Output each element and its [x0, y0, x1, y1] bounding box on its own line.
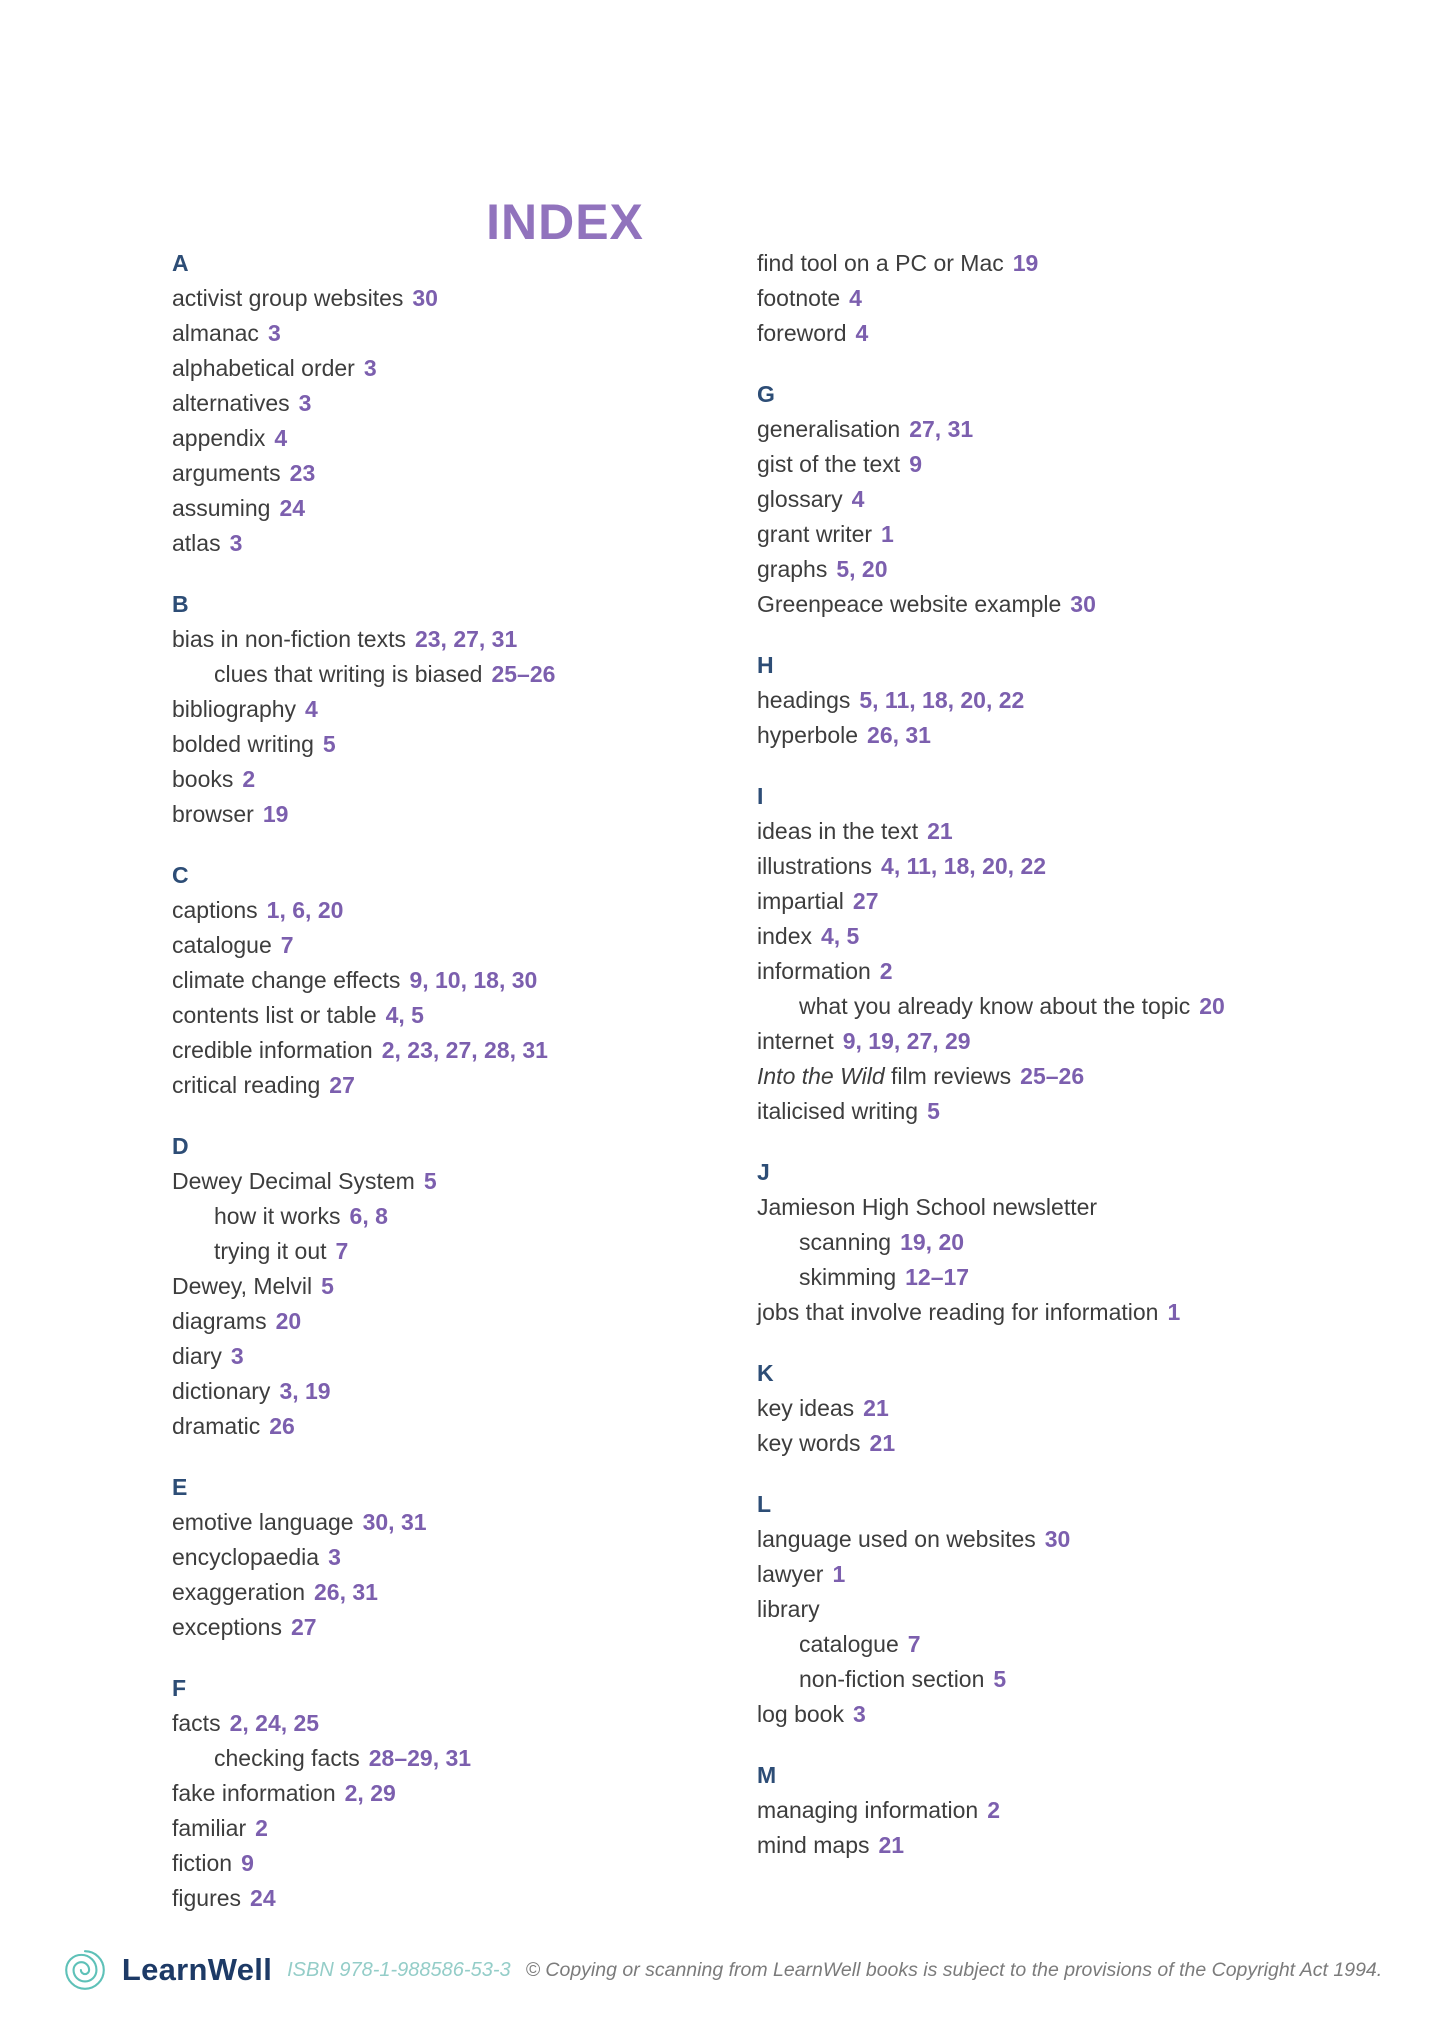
entry-term: emotive language [172, 1509, 354, 1535]
entry-page-numbers: 21 [878, 1832, 905, 1858]
entry-page-numbers: 5, 20 [836, 556, 888, 582]
entry-term: alphabetical order [172, 355, 355, 381]
entry-term: non-fiction section [799, 1666, 985, 1692]
index-entry [172, 1164, 692, 1199]
index-entry [172, 1706, 692, 1741]
entry-page-numbers: 25–26 [491, 661, 556, 687]
entry-term: internet [757, 1028, 834, 1054]
index-entry [757, 517, 1357, 552]
entry-page-numbers: 19, 20 [900, 1229, 965, 1255]
entry-page-numbers: 30 [1070, 591, 1096, 617]
index-entry [172, 1505, 692, 1540]
entry-term: exaggeration [172, 1579, 305, 1605]
index-entry [172, 1610, 692, 1645]
index-section [172, 858, 692, 1103]
index-entry [757, 1295, 1357, 1330]
index-section [172, 587, 692, 832]
section-letter: D [172, 1133, 189, 1159]
entry-term: browser [172, 801, 254, 827]
entry-term: captions [172, 897, 258, 923]
index-entry [172, 421, 692, 456]
entry-term: Jamieson High School newsletter [757, 1194, 1098, 1220]
index-section [757, 1758, 1357, 1863]
index-entry [757, 1190, 1357, 1225]
entry-page-numbers: 7 [280, 932, 294, 958]
index-entry [172, 1811, 692, 1846]
index-entry [172, 727, 692, 762]
entry-term: ideas in the text [757, 818, 919, 844]
entry-page-numbers: 23 [289, 460, 316, 486]
entry-page-numbers: 9 [241, 1850, 254, 1876]
entry-term: arguments [172, 460, 281, 486]
entry-term: dramatic [172, 1413, 261, 1439]
entry-page-numbers: 4, 11, 18, 20, 22 [881, 853, 1047, 879]
entry-page-numbers: 5 [321, 1273, 334, 1299]
section-letter: J [757, 1159, 770, 1185]
index-entry [172, 1741, 692, 1776]
index-entry [757, 718, 1357, 753]
entry-page-numbers: 24 [250, 1885, 276, 1911]
entry-term: diary [172, 1343, 222, 1369]
index-entry [172, 1033, 692, 1068]
section-letter: G [757, 381, 775, 407]
section-letter: B [172, 591, 189, 617]
entry-page-numbers: 5, 11, 18, 20, 22 [859, 687, 1025, 713]
entry-term: activist group websites [172, 285, 404, 311]
entry-page-numbers: 2 [242, 766, 256, 792]
index-entry [757, 482, 1357, 517]
entry-page-numbers: 4 [851, 486, 865, 512]
entry-term: jobs that involve reading for information [757, 1299, 1159, 1325]
index-section [757, 246, 1357, 351]
index-entry [757, 884, 1357, 919]
entry-term-rest: film reviews [884, 1063, 1012, 1089]
entry-term: lawyer [757, 1561, 824, 1587]
entry-term: fiction [172, 1850, 233, 1876]
index-entry [757, 1592, 1357, 1627]
entry-page-numbers: 27, 31 [909, 416, 974, 442]
entry-page-numbers: 30 [1044, 1526, 1071, 1552]
entry-page-numbers: 26 [269, 1413, 295, 1439]
entry-term: diagrams [172, 1308, 267, 1334]
index-section [757, 377, 1357, 622]
entry-term: key words [757, 1430, 861, 1456]
entry-term: italicised writing [757, 1098, 919, 1124]
index-entry [757, 919, 1357, 954]
index-entry [757, 447, 1357, 482]
entry-term: graphs [757, 556, 828, 582]
entry-page-numbers: 27 [852, 888, 879, 914]
index-entry [172, 491, 692, 526]
entry-page-numbers: 5 [993, 1666, 1007, 1692]
index-entry [172, 762, 692, 797]
index-entry [172, 316, 692, 351]
index-entry [172, 1269, 692, 1304]
entry-page-numbers: 9, 19, 27, 29 [842, 1028, 971, 1054]
index-entry [172, 281, 692, 316]
entry-term: grant writer [757, 521, 873, 547]
index-section [172, 1470, 692, 1645]
brand-name: LearnWell [121, 1952, 273, 1987]
isbn-text: ISBN 978-1-988586-53-3 [287, 1958, 511, 1981]
entry-page-numbers: 21 [927, 818, 953, 844]
index-entry [757, 552, 1357, 587]
index-entry [172, 1374, 692, 1409]
index-entry [172, 928, 692, 963]
entry-page-numbers: 7 [907, 1631, 921, 1657]
entry-term: headings [757, 687, 851, 713]
index-entry [757, 246, 1357, 281]
entry-page-numbers: 1 [832, 1561, 846, 1587]
entry-term: atlas [172, 530, 221, 556]
entry-term: Dewey Decimal System [172, 1168, 415, 1194]
entry-term: managing information [757, 1797, 979, 1823]
page-title: INDEX [486, 193, 644, 250]
entry-page-numbers: 3 [230, 1343, 244, 1369]
index-entry [757, 954, 1357, 989]
entry-term: exceptions [172, 1614, 282, 1640]
index-entry [172, 1068, 692, 1103]
entry-page-numbers: 2 [255, 1815, 268, 1841]
entry-term: library [757, 1596, 820, 1622]
index-entry [757, 1225, 1357, 1260]
section-letter: K [757, 1360, 774, 1386]
entry-term-italic: Into the Wild [757, 1063, 885, 1089]
entry-term: trying it out [214, 1238, 327, 1264]
entry-term: dictionary [172, 1378, 271, 1404]
entry-term: alternatives [172, 390, 290, 416]
entry-page-numbers: 26, 31 [314, 1579, 378, 1605]
entry-term: glossary [757, 486, 843, 512]
entry-page-numbers: 20 [275, 1308, 302, 1334]
entry-term: mind maps [757, 1832, 870, 1858]
entry-page-numbers: 3 [229, 530, 243, 556]
index-entry [757, 1391, 1357, 1426]
entry-term: how it works [214, 1203, 341, 1229]
copyright-text: © Copying or scanning from LearnWell books is subject to the provisions of the Copyright Act 1994. [525, 1958, 1383, 1981]
page-footer [0, 1948, 1445, 1992]
entry-page-numbers: 2 [879, 958, 893, 984]
entry-term: hyperbole [757, 722, 859, 748]
entry-term: appendix [172, 425, 266, 451]
entry-term: almanac [172, 320, 259, 346]
entry-page-numbers: 23, 27, 31 [414, 626, 518, 652]
entry-page-numbers: 21 [863, 1395, 889, 1421]
entry-term: assuming [172, 495, 271, 521]
entry-term: scanning [799, 1229, 892, 1255]
index-entry [757, 1059, 1357, 1094]
index-section [757, 1487, 1357, 1732]
entry-page-numbers: 24 [279, 495, 306, 521]
entry-term: critical reading [172, 1072, 321, 1098]
index-entry [172, 893, 692, 928]
entry-page-numbers: 1, 6, 20 [266, 897, 344, 923]
entry-page-numbers: 21 [869, 1430, 896, 1456]
entry-term: impartial [757, 888, 844, 914]
entry-page-numbers: 3 [328, 1544, 341, 1570]
entry-term: Dewey, Melvil [172, 1273, 313, 1299]
entry-term [757, 1063, 1011, 1089]
entry-term: information [757, 958, 871, 984]
index-entry [757, 1828, 1357, 1863]
index-entry [172, 622, 692, 657]
index-entry [757, 587, 1357, 622]
index-entry [757, 814, 1357, 849]
entry-page-numbers: 4 [274, 425, 288, 451]
index-entry [757, 1426, 1357, 1461]
index-entry [172, 1540, 692, 1575]
index-entry [757, 1260, 1357, 1295]
index-section [757, 1155, 1357, 1330]
entry-page-numbers: 3 [298, 390, 312, 416]
index-entry [172, 1199, 692, 1234]
entry-term: find tool on a PC or Mac [757, 250, 1004, 276]
index-column-left [172, 246, 692, 1916]
index-entry [757, 1522, 1357, 1557]
entry-term: Greenpeace website example [757, 591, 1062, 617]
section-letter: E [172, 1474, 188, 1500]
entry-page-numbers: 9, 10, 18, 30 [409, 967, 538, 993]
index-entry [172, 692, 692, 727]
index-entry [172, 998, 692, 1033]
entry-term: figures [172, 1885, 242, 1911]
entry-page-numbers: 2, 24, 25 [229, 1710, 320, 1736]
entry-term: encyclopaedia [172, 1544, 320, 1570]
section-letter: C [172, 862, 189, 888]
entry-page-numbers: 26, 31 [867, 722, 931, 748]
entry-term: contents list or table [172, 1002, 377, 1028]
index-entry [757, 1557, 1357, 1592]
index-entry [757, 412, 1357, 447]
index-entry [172, 1776, 692, 1811]
section-letter: M [757, 1762, 777, 1788]
entry-term: foreword [757, 320, 847, 346]
index-entry [757, 683, 1357, 718]
section-letter: H [757, 652, 774, 678]
entry-page-numbers: 4, 5 [385, 1002, 424, 1028]
section-letter: I [757, 783, 764, 809]
index-entry [172, 1304, 692, 1339]
entry-page-numbers: 27 [329, 1072, 355, 1098]
index-section [172, 246, 692, 561]
index-entry [757, 1662, 1357, 1697]
entry-term: checking facts [214, 1745, 360, 1771]
entry-page-numbers: 12–17 [905, 1264, 970, 1290]
entry-term: illustrations [757, 853, 873, 879]
entry-page-numbers: 4 [855, 320, 869, 346]
entry-page-numbers: 5 [423, 1168, 437, 1194]
index-section [757, 648, 1357, 753]
section-letter: F [172, 1675, 187, 1701]
index-entry [172, 963, 692, 998]
entry-term: generalisation [757, 416, 901, 442]
entry-term: key ideas [757, 1395, 855, 1421]
index-entry [172, 386, 692, 421]
entry-term: gist of the text [757, 451, 901, 477]
index-section [757, 1356, 1357, 1461]
index-entry [172, 1409, 692, 1444]
entry-page-numbers: 1 [1167, 1299, 1181, 1325]
index-entry [757, 316, 1357, 351]
entry-term: what you already know about the topic [799, 993, 1191, 1019]
index-entry [757, 1697, 1357, 1732]
index-entry [172, 1234, 692, 1269]
entry-term: climate change effects [172, 967, 401, 993]
entry-term: books [172, 766, 234, 792]
section-letter: L [757, 1491, 772, 1517]
entry-page-numbers: 3, 19 [279, 1378, 331, 1404]
index-section [172, 1671, 692, 1916]
index-entry [172, 1846, 692, 1881]
index-column-right [757, 246, 1357, 1863]
entry-term: bibliography [172, 696, 297, 722]
index-entry [172, 797, 692, 832]
entry-term: clues that writing is biased [214, 661, 483, 687]
entry-page-numbers: 3 [852, 1701, 866, 1727]
entry-page-numbers: 6, 8 [349, 1203, 388, 1229]
index-entry [757, 1793, 1357, 1828]
entry-term: skimming [799, 1264, 897, 1290]
entry-page-numbers: 3 [267, 320, 281, 346]
entry-page-numbers: 3 [363, 355, 377, 381]
index-entry [172, 1575, 692, 1610]
entry-term: facts [172, 1710, 221, 1736]
entry-term: catalogue [172, 932, 272, 958]
entry-term: catalogue [799, 1631, 899, 1657]
index-entry [172, 1881, 692, 1916]
index-section [757, 779, 1357, 1129]
entry-page-numbers: 2, 23, 27, 28, 31 [381, 1037, 548, 1063]
entry-term: fake information [172, 1780, 336, 1806]
entry-page-numbers: 30, 31 [362, 1509, 427, 1535]
entry-term: bolded writing [172, 731, 314, 757]
entry-page-numbers: 4, 5 [820, 923, 860, 949]
entry-page-numbers: 4 [305, 696, 318, 722]
entry-page-numbers: 27 [290, 1614, 317, 1640]
entry-page-numbers: 19 [262, 801, 289, 827]
index-entry [757, 989, 1357, 1024]
entry-page-numbers: 4 [849, 285, 862, 311]
entry-page-numbers: 9 [909, 451, 922, 477]
index-entry [172, 1339, 692, 1374]
entry-term: credible information [172, 1037, 373, 1063]
entry-page-numbers: 5 [322, 731, 336, 757]
index-entry [757, 1627, 1357, 1662]
entry-page-numbers: 19 [1012, 250, 1039, 276]
index-entry [757, 1024, 1357, 1059]
entry-term: log book [757, 1701, 844, 1727]
entry-page-numbers: 25–26 [1020, 1063, 1085, 1089]
index-section [172, 1129, 692, 1444]
index-entry [757, 281, 1357, 316]
learnwell-spiral-logo-icon [63, 1948, 107, 1992]
entry-page-numbers: 5 [927, 1098, 940, 1124]
entry-term: index [757, 923, 812, 949]
index-entry [172, 526, 692, 561]
entry-term: language used on websites [757, 1526, 1036, 1552]
entry-page-numbers: 7 [335, 1238, 349, 1264]
index-entry [757, 1094, 1357, 1129]
entry-page-numbers: 30 [412, 285, 438, 311]
entry-page-numbers: 1 [881, 521, 894, 547]
entry-page-numbers: 20 [1199, 993, 1225, 1019]
entry-page-numbers: 2, 29 [344, 1780, 396, 1806]
entry-page-numbers: 28–29, 31 [368, 1745, 472, 1771]
index-entry [757, 849, 1357, 884]
index-entry [172, 456, 692, 491]
entry-term: familiar [172, 1815, 247, 1841]
section-letter: A [172, 250, 189, 276]
entry-term: bias in non-fiction texts [172, 626, 406, 652]
index-entry [172, 351, 692, 386]
entry-term: footnote [757, 285, 841, 311]
index-entry [172, 657, 692, 692]
entry-page-numbers: 2 [987, 1797, 1000, 1823]
